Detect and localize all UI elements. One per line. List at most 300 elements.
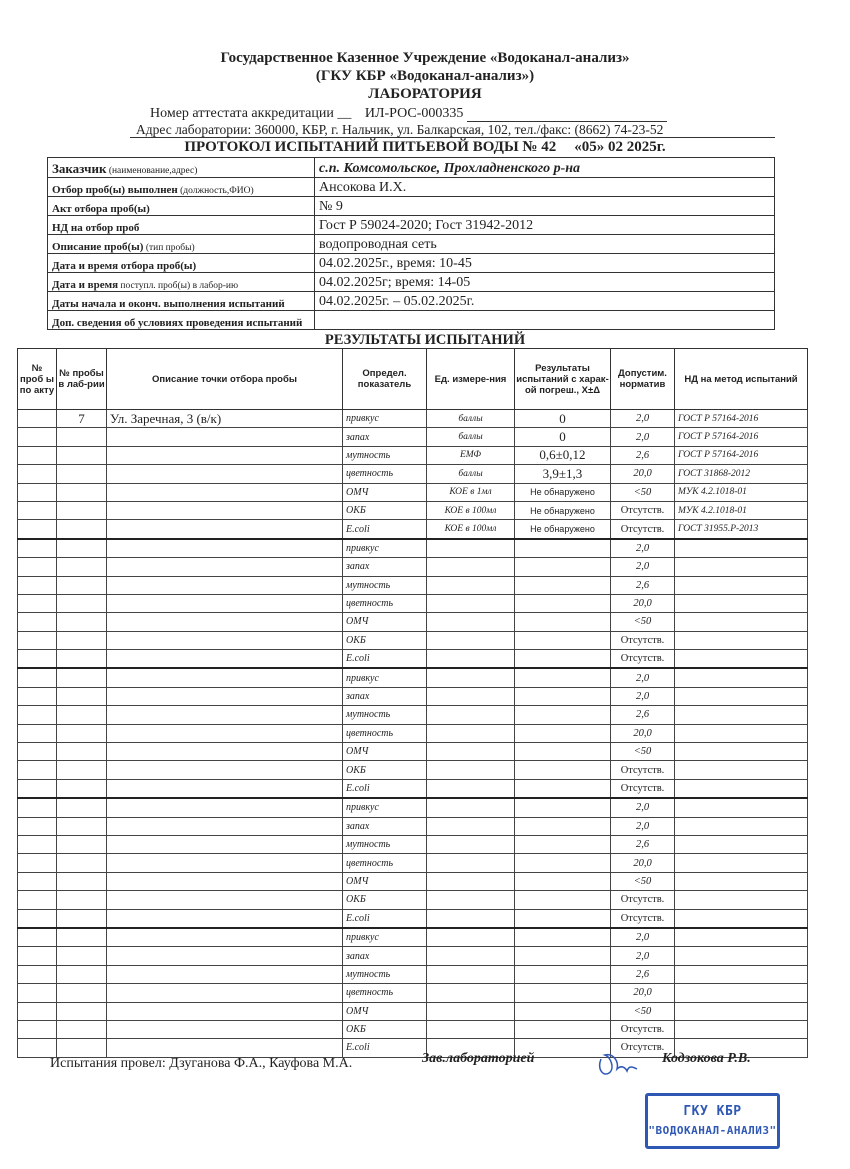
cell-lab-number bbox=[57, 558, 107, 576]
result-row bbox=[18, 854, 808, 872]
header-divider bbox=[130, 137, 775, 138]
info-value: с.п. Комсомольское, Прохладненского р-на bbox=[315, 158, 775, 178]
cell-norm: <50 bbox=[611, 483, 675, 501]
result-row bbox=[18, 594, 808, 612]
cell-unit: КОЕ в 100мл bbox=[427, 501, 515, 519]
cell-method bbox=[675, 761, 808, 779]
info-label bbox=[48, 178, 315, 197]
cell-sampling-point bbox=[107, 909, 343, 928]
result-row bbox=[18, 909, 808, 928]
cell-act-number bbox=[18, 446, 57, 464]
cell-act-number bbox=[18, 835, 57, 853]
cell-unit bbox=[427, 687, 515, 705]
cell-result: Не обнаружено bbox=[515, 520, 611, 539]
cell-unit bbox=[427, 558, 515, 576]
cell-result: Не обнаружено bbox=[515, 483, 611, 501]
cell-norm: Отсутств. bbox=[611, 891, 675, 909]
cell-result bbox=[515, 761, 611, 779]
cell-sampling-point bbox=[107, 650, 343, 669]
cell-lab-number bbox=[57, 984, 107, 1002]
info-label-note: (наименование,адрес) bbox=[106, 166, 198, 176]
cell-norm: 20,0 bbox=[611, 465, 675, 483]
col-unit: Ед. измере-ния bbox=[427, 349, 515, 410]
cell-act-number bbox=[18, 761, 57, 779]
cell-act-number bbox=[18, 984, 57, 1002]
cell-method: ГОСТ Р 57164-2016 bbox=[675, 410, 808, 428]
cell-indicator: мутность bbox=[343, 576, 427, 594]
cell-norm: 2,0 bbox=[611, 798, 675, 817]
cell-indicator: E.coli bbox=[343, 1039, 427, 1057]
cell-norm: Отсутств. bbox=[611, 650, 675, 669]
info-row bbox=[48, 158, 775, 178]
accreditation bbox=[150, 106, 667, 122]
cell-sampling-point bbox=[107, 928, 343, 947]
info-row bbox=[48, 197, 775, 216]
cell-act-number bbox=[18, 1039, 57, 1057]
cell-lab-number bbox=[57, 761, 107, 779]
cell-unit bbox=[427, 1002, 515, 1020]
cell-indicator: цветность bbox=[343, 724, 427, 742]
cell-sampling-point bbox=[107, 576, 343, 594]
cell-indicator: ОКБ bbox=[343, 761, 427, 779]
cell-result bbox=[515, 872, 611, 890]
cell-sampling-point bbox=[107, 798, 343, 817]
cell-norm: 2,6 bbox=[611, 835, 675, 853]
cell-norm: 2,0 bbox=[611, 668, 675, 687]
cell-norm: Отсутств. bbox=[611, 1020, 675, 1038]
cell-unit: баллы bbox=[427, 465, 515, 483]
cell-lab-number bbox=[57, 965, 107, 983]
cell-indicator: привкус bbox=[343, 798, 427, 817]
accreditation-label: Номер аттестата аккредитации __ bbox=[150, 106, 352, 121]
cell-lab-number bbox=[57, 779, 107, 798]
cell-unit bbox=[427, 891, 515, 909]
cell-result bbox=[515, 631, 611, 649]
info-value bbox=[315, 311, 775, 330]
info-label bbox=[48, 197, 315, 216]
result-row bbox=[18, 984, 808, 1002]
cell-lab-number bbox=[57, 928, 107, 947]
info-label bbox=[48, 254, 315, 273]
cell-unit bbox=[427, 984, 515, 1002]
cell-result bbox=[515, 668, 611, 687]
cell-method: ГОСТ 31868-2012 bbox=[675, 465, 808, 483]
cell-act-number bbox=[18, 909, 57, 928]
cell-method: ГОСТ 31955.Р-2013 bbox=[675, 520, 808, 539]
protocol-date: «05» 02 2025г. bbox=[574, 139, 666, 155]
cell-unit: баллы bbox=[427, 428, 515, 446]
result-row bbox=[18, 558, 808, 576]
info-row bbox=[48, 254, 775, 273]
cell-sampling-point bbox=[107, 872, 343, 890]
cell-sampling-point bbox=[107, 965, 343, 983]
cell-norm: 20,0 bbox=[611, 724, 675, 742]
result-row bbox=[18, 928, 808, 947]
cell-sampling-point bbox=[107, 501, 343, 519]
result-row bbox=[18, 446, 808, 464]
result-row bbox=[18, 743, 808, 761]
cell-indicator: ОКБ bbox=[343, 1020, 427, 1038]
cell-result bbox=[515, 1002, 611, 1020]
cell-act-number bbox=[18, 947, 57, 965]
cell-act-number bbox=[18, 1002, 57, 1020]
result-row bbox=[18, 465, 808, 483]
cell-method bbox=[675, 872, 808, 890]
result-row bbox=[18, 891, 808, 909]
cell-act-number bbox=[18, 668, 57, 687]
info-label-text: Дата и время отбора проб(ы) bbox=[52, 260, 197, 272]
cell-unit bbox=[427, 706, 515, 724]
stamp-line-2: "ВОДОКАНАЛ-АНАЛИЗ" bbox=[648, 1124, 777, 1137]
cell-result bbox=[515, 779, 611, 798]
result-row bbox=[18, 687, 808, 705]
cell-method bbox=[675, 891, 808, 909]
cell-sampling-point bbox=[107, 779, 343, 798]
cell-act-number bbox=[18, 465, 57, 483]
cell-indicator: цветность bbox=[343, 465, 427, 483]
cell-sampling-point bbox=[107, 1002, 343, 1020]
cell-act-number bbox=[18, 743, 57, 761]
cell-lab-number bbox=[57, 539, 107, 558]
info-label-text: Описание проб(ы) bbox=[52, 241, 144, 253]
cell-sampling-point bbox=[107, 613, 343, 631]
info-value: Гост Р 59024-2020; Гост 31942-2012 bbox=[315, 216, 775, 235]
cell-lab-number bbox=[57, 947, 107, 965]
cell-unit bbox=[427, 613, 515, 631]
info-value: 04.02.2025г., время: 10-45 bbox=[315, 254, 775, 273]
cell-norm: 20,0 bbox=[611, 854, 675, 872]
cell-indicator: E.coli bbox=[343, 520, 427, 539]
cell-result bbox=[515, 650, 611, 669]
cell-method bbox=[675, 576, 808, 594]
cell-unit bbox=[427, 576, 515, 594]
cell-lab-number bbox=[57, 1020, 107, 1038]
info-label bbox=[48, 216, 315, 235]
cell-indicator: запах bbox=[343, 817, 427, 835]
cell-norm: Отсутств. bbox=[611, 501, 675, 519]
cell-unit bbox=[427, 835, 515, 853]
cell-result bbox=[515, 817, 611, 835]
result-row bbox=[18, 798, 808, 817]
cell-norm: Отсутств. bbox=[611, 909, 675, 928]
info-label-note: (должность,ФИО) bbox=[177, 186, 254, 196]
cell-unit bbox=[427, 872, 515, 890]
cell-result bbox=[515, 854, 611, 872]
cell-result bbox=[515, 835, 611, 853]
cell-norm: <50 bbox=[611, 613, 675, 631]
info-label-text: Отбор проб(ы) выполнен bbox=[52, 184, 178, 196]
col-sampling-point: Описание точки отбора пробы bbox=[107, 349, 343, 410]
cell-act-number bbox=[18, 501, 57, 519]
cell-result bbox=[515, 891, 611, 909]
cell-indicator: E.coli bbox=[343, 909, 427, 928]
cell-lab-number bbox=[57, 891, 107, 909]
cell-lab-number bbox=[57, 1039, 107, 1057]
cell-lab-number bbox=[57, 854, 107, 872]
cell-norm: Отсутств. bbox=[611, 779, 675, 798]
cell-act-number bbox=[18, 631, 57, 649]
info-label bbox=[48, 158, 315, 178]
cell-method bbox=[675, 947, 808, 965]
cell-result bbox=[515, 798, 611, 817]
result-row bbox=[18, 706, 808, 724]
cell-result bbox=[515, 984, 611, 1002]
result-row bbox=[18, 724, 808, 742]
cell-method bbox=[675, 724, 808, 742]
cell-lab-number bbox=[57, 465, 107, 483]
result-row bbox=[18, 576, 808, 594]
result-row bbox=[18, 817, 808, 835]
cell-lab-number bbox=[57, 835, 107, 853]
cell-indicator: привкус bbox=[343, 410, 427, 428]
result-row bbox=[18, 631, 808, 649]
protocol-title bbox=[0, 139, 850, 156]
cell-unit bbox=[427, 928, 515, 947]
cell-norm: 2,0 bbox=[611, 428, 675, 446]
cell-unit bbox=[427, 631, 515, 649]
result-row bbox=[18, 965, 808, 983]
org-name: Государственное Казенное Учреждение «Водоканал-анализ» bbox=[220, 50, 630, 66]
cell-lab-number bbox=[57, 501, 107, 519]
cell-act-number bbox=[18, 872, 57, 890]
cell-unit bbox=[427, 817, 515, 835]
cell-indicator: ОМЧ bbox=[343, 1002, 427, 1020]
cell-result bbox=[515, 1020, 611, 1038]
cell-result bbox=[515, 724, 611, 742]
result-row bbox=[18, 539, 808, 558]
cell-sampling-point bbox=[107, 743, 343, 761]
cell-result bbox=[515, 539, 611, 558]
cell-unit bbox=[427, 539, 515, 558]
result-row bbox=[18, 428, 808, 446]
cell-result: 0 bbox=[515, 428, 611, 446]
cell-unit: баллы bbox=[427, 410, 515, 428]
cell-lab-number bbox=[57, 520, 107, 539]
result-row bbox=[18, 520, 808, 539]
cell-indicator: запах bbox=[343, 687, 427, 705]
info-label-text: Заказчик bbox=[52, 161, 107, 176]
result-row bbox=[18, 872, 808, 890]
cell-unit bbox=[427, 650, 515, 669]
tested-by: Испытания провел: Дзуганова Ф.А., Кауфова М.А. bbox=[50, 1056, 353, 1071]
cell-indicator: запах bbox=[343, 558, 427, 576]
cell-norm: 2,6 bbox=[611, 706, 675, 724]
cell-result bbox=[515, 576, 611, 594]
cell-norm: 2,0 bbox=[611, 558, 675, 576]
cell-act-number bbox=[18, 891, 57, 909]
result-row bbox=[18, 650, 808, 669]
cell-sampling-point bbox=[107, 465, 343, 483]
cell-method bbox=[675, 613, 808, 631]
cell-lab-number bbox=[57, 872, 107, 890]
cell-sampling-point bbox=[107, 817, 343, 835]
cell-sampling-point bbox=[107, 483, 343, 501]
cell-sampling-point bbox=[107, 706, 343, 724]
col-act-number: № проб ы по акту bbox=[18, 349, 57, 410]
cell-result bbox=[515, 743, 611, 761]
stamp-line-1: ГКУ КБР bbox=[683, 1104, 742, 1119]
cell-result: 0 bbox=[515, 410, 611, 428]
cell-indicator: E.coli bbox=[343, 650, 427, 669]
cell-method bbox=[675, 687, 808, 705]
cell-indicator: ОМЧ bbox=[343, 743, 427, 761]
result-row bbox=[18, 835, 808, 853]
cell-method bbox=[675, 854, 808, 872]
sample-info-table bbox=[47, 157, 775, 330]
cell-act-number bbox=[18, 428, 57, 446]
cell-method bbox=[675, 1020, 808, 1038]
cell-norm: 2,0 bbox=[611, 947, 675, 965]
cell-indicator: ОКБ bbox=[343, 891, 427, 909]
result-row bbox=[18, 1020, 808, 1038]
cell-unit bbox=[427, 798, 515, 817]
cell-lab-number bbox=[57, 594, 107, 612]
cell-method bbox=[675, 928, 808, 947]
cell-unit bbox=[427, 854, 515, 872]
cell-sampling-point bbox=[107, 446, 343, 464]
cell-act-number bbox=[18, 650, 57, 669]
cell-lab-number bbox=[57, 743, 107, 761]
cell-method: ГОСТ Р 57164-2016 bbox=[675, 428, 808, 446]
cell-result bbox=[515, 687, 611, 705]
protocol-number: ПРОТОКОЛ ИСПЫТАНИЙ ПИТЬЕВОЙ ВОДЫ № 42 bbox=[184, 139, 557, 155]
cell-sampling-point bbox=[107, 1039, 343, 1057]
cell-lab-number bbox=[57, 817, 107, 835]
cell-act-number bbox=[18, 539, 57, 558]
cell-result bbox=[515, 613, 611, 631]
cell-unit bbox=[427, 965, 515, 983]
cell-indicator: привкус bbox=[343, 668, 427, 687]
cell-indicator: привкус bbox=[343, 539, 427, 558]
cell-lab-number bbox=[57, 631, 107, 649]
cell-act-number bbox=[18, 798, 57, 817]
cell-act-number bbox=[18, 483, 57, 501]
cell-result bbox=[515, 594, 611, 612]
cell-act-number bbox=[18, 779, 57, 798]
cell-indicator: мутность bbox=[343, 965, 427, 983]
cell-norm: <50 bbox=[611, 872, 675, 890]
info-value: 04.02.2025г. – 05.02.2025г. bbox=[315, 292, 775, 311]
cell-norm: 20,0 bbox=[611, 984, 675, 1002]
cell-method bbox=[675, 909, 808, 928]
cell-lab-number bbox=[57, 428, 107, 446]
lab-stamp bbox=[645, 1093, 780, 1149]
cell-norm: 2,0 bbox=[611, 539, 675, 558]
cell-sampling-point bbox=[107, 1020, 343, 1038]
cell-norm: Отсутств. bbox=[611, 1039, 675, 1057]
cell-method bbox=[675, 965, 808, 983]
cell-indicator: цветность bbox=[343, 984, 427, 1002]
cell-sampling-point bbox=[107, 835, 343, 853]
info-label-text: Доп. сведения об условиях проведения испытаний bbox=[52, 317, 303, 329]
cell-indicator: запах bbox=[343, 428, 427, 446]
col-indicator: Определ. показатель bbox=[343, 349, 427, 410]
info-label-text: Даты начала и оконч. выполнения испытаний bbox=[52, 298, 285, 310]
cell-sampling-point bbox=[107, 631, 343, 649]
col-method: НД на метод испытаний bbox=[675, 349, 808, 410]
cell-indicator: ОКБ bbox=[343, 501, 427, 519]
cell-lab-number bbox=[57, 798, 107, 817]
cell-indicator: мутность bbox=[343, 706, 427, 724]
cell-lab-number bbox=[57, 483, 107, 501]
cell-sampling-point bbox=[107, 520, 343, 539]
cell-norm: Отсутств. bbox=[611, 761, 675, 779]
cell-result bbox=[515, 909, 611, 928]
lab-address: Адрес лаборатории: 360000, КБР, г. Нальчик, ул. Балкарская, 102, тел./факс: (8662) 74-23-52 bbox=[136, 122, 664, 137]
cell-method bbox=[675, 668, 808, 687]
cell-act-number bbox=[18, 410, 57, 428]
cell-indicator: ОКБ bbox=[343, 631, 427, 649]
cell-lab-number: 7 bbox=[57, 410, 107, 428]
cell-norm: 2,6 bbox=[611, 576, 675, 594]
result-row bbox=[18, 947, 808, 965]
cell-indicator: цветность bbox=[343, 854, 427, 872]
col-lab-number: № пробы в лаб-рии bbox=[57, 349, 107, 410]
cell-indicator: E.coli bbox=[343, 779, 427, 798]
cell-norm: 2,0 bbox=[611, 928, 675, 947]
cell-lab-number bbox=[57, 576, 107, 594]
col-result: Результаты испытаний с харак-ой погреш., Х±Δ bbox=[515, 349, 611, 410]
cell-method bbox=[675, 539, 808, 558]
info-label-note: поступл. проб(ы) в лабор-ию bbox=[118, 281, 239, 291]
accreditation-number: ИЛ-РОС-000335 bbox=[364, 106, 464, 121]
cell-method bbox=[675, 743, 808, 761]
info-label-text: Акт отбора проб(ы) bbox=[52, 203, 150, 215]
cell-unit bbox=[427, 947, 515, 965]
cell-unit: КОЕ в 100мл bbox=[427, 520, 515, 539]
cell-norm: Отсутств. bbox=[611, 631, 675, 649]
cell-indicator: привкус bbox=[343, 928, 427, 947]
cell-method bbox=[675, 558, 808, 576]
signature bbox=[595, 1047, 643, 1081]
cell-norm: <50 bbox=[611, 743, 675, 761]
result-row bbox=[18, 410, 808, 428]
results-table bbox=[17, 348, 808, 1058]
cell-sampling-point bbox=[107, 724, 343, 742]
result-row bbox=[18, 501, 808, 519]
cell-act-number bbox=[18, 613, 57, 631]
cell-unit bbox=[427, 743, 515, 761]
cell-unit bbox=[427, 761, 515, 779]
head-title: Зав.лабораторией bbox=[422, 1051, 535, 1066]
cell-sampling-point bbox=[107, 854, 343, 872]
cell-sampling-point bbox=[107, 761, 343, 779]
cell-result bbox=[515, 947, 611, 965]
cell-sampling-point bbox=[107, 891, 343, 909]
cell-act-number bbox=[18, 576, 57, 594]
cell-lab-number bbox=[57, 724, 107, 742]
cell-method bbox=[675, 984, 808, 1002]
cell-act-number bbox=[18, 817, 57, 835]
cell-norm: <50 bbox=[611, 1002, 675, 1020]
cell-unit: ЕМФ bbox=[427, 446, 515, 464]
info-row bbox=[48, 311, 775, 330]
cell-result bbox=[515, 558, 611, 576]
cell-result: 0,6±0,12 bbox=[515, 446, 611, 464]
info-value: водопроводная сеть bbox=[315, 235, 775, 254]
cell-result: Не обнаружено bbox=[515, 501, 611, 519]
result-row bbox=[18, 1002, 808, 1020]
cell-norm: 2,6 bbox=[611, 446, 675, 464]
cell-unit bbox=[427, 779, 515, 798]
cell-method bbox=[675, 631, 808, 649]
cell-norm: 2,0 bbox=[611, 410, 675, 428]
result-row bbox=[18, 779, 808, 798]
cell-act-number bbox=[18, 1020, 57, 1038]
cell-norm: 2,6 bbox=[611, 965, 675, 983]
cell-act-number bbox=[18, 687, 57, 705]
cell-unit bbox=[427, 1020, 515, 1038]
